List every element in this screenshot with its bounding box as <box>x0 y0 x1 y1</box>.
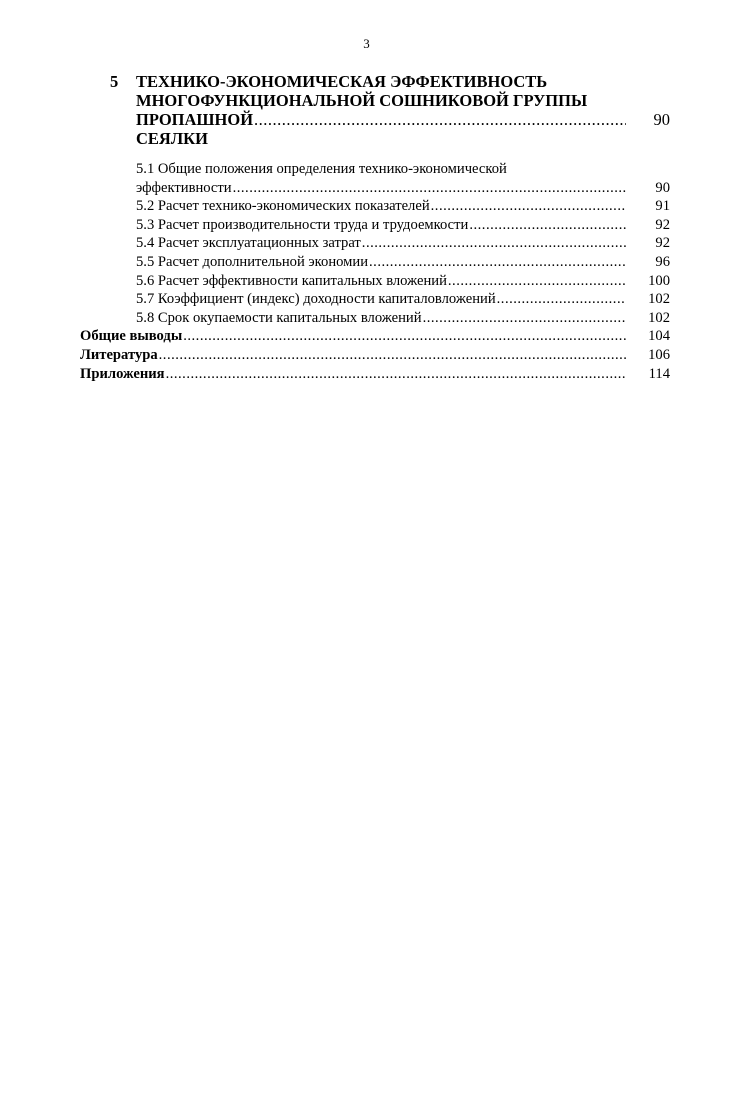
section-page: 92 <box>655 235 670 252</box>
section-page: 90 <box>655 179 670 196</box>
dot-leader <box>183 327 626 346</box>
entry-title: Общие выводы <box>80 328 183 345</box>
toc-section-5-4 <box>80 234 670 253</box>
section-title-line-1: 5.1 Общие положения определения технико-экономической <box>136 161 507 177</box>
toc-chapter-5 <box>80 72 670 148</box>
dot-leader <box>254 110 626 129</box>
toc-section-5-1 <box>80 160 670 197</box>
toc-section-5-7 <box>80 290 670 309</box>
dot-leader <box>448 272 626 291</box>
entry-title: Литература <box>80 346 158 363</box>
section-title: 5.7 Коэффициент (индекс) доходности капиталовложений <box>136 291 496 308</box>
dot-leader <box>469 216 626 235</box>
chapter-title-line-3 <box>80 110 670 148</box>
section-title: 5.4 Расчет эксплуатационных затрат <box>136 235 361 252</box>
section-page: 100 <box>648 272 670 289</box>
section-title: 5.8 Срок окупаемости капитальных вложений <box>136 309 422 326</box>
toc-section-5-2 <box>80 197 670 216</box>
chapter-page: 90 <box>653 110 670 129</box>
toc-literature <box>80 346 670 365</box>
chapter-number: 5 <box>110 72 119 91</box>
section-title: 5.3 Расчет производительности труда и трудоемкости <box>136 216 469 233</box>
section-page: 92 <box>655 216 670 233</box>
section-page: 102 <box>648 309 670 326</box>
section-page: 96 <box>655 253 670 270</box>
section-title: 5.5 Расчет дополнительной экономии <box>136 253 369 270</box>
section-page: 91 <box>655 198 670 215</box>
chapter-title-line-2: МНОГОФУНКЦИОНАЛЬНОЙ СОШНИКОВОЙ ГРУППЫ <box>136 91 588 110</box>
dot-leader <box>497 290 626 309</box>
toc-general-conclusions <box>80 327 670 346</box>
chapter-title-line-1: ТЕХНИКО-ЭКОНОМИЧЕСКАЯ ЭФФЕКТИВНОСТЬ <box>136 72 548 91</box>
section-title: эффективности <box>136 179 232 196</box>
toc-section-5-5 <box>80 253 670 272</box>
section-title: 5.6 Расчет эффективности капитальных вложений <box>136 272 447 289</box>
entry-page: 104 <box>648 328 670 345</box>
entry-page: 106 <box>648 346 670 363</box>
dot-leader <box>431 197 626 216</box>
section-page: 102 <box>648 291 670 308</box>
toc-section-5-6 <box>80 272 670 291</box>
entry-title: Приложения <box>80 365 165 382</box>
dot-leader <box>233 179 626 198</box>
section-title-line-2 <box>136 179 670 198</box>
chapter-title-end: ПРОПАШНОЙ СЕЯЛКИ <box>136 110 254 148</box>
page-number: 3 <box>363 36 370 51</box>
toc-section-5-8 <box>80 309 670 328</box>
entry-page: 114 <box>648 365 670 382</box>
dot-leader <box>159 346 626 365</box>
toc-appendices <box>80 365 670 384</box>
dot-leader <box>369 253 626 272</box>
toc-section-5-3 <box>80 216 670 235</box>
table-of-contents <box>80 72 670 383</box>
section-title: 5.2 Расчет технико-экономических показателей <box>136 198 430 215</box>
dot-leader <box>166 365 626 384</box>
dot-leader <box>423 309 626 328</box>
dot-leader <box>362 234 626 253</box>
